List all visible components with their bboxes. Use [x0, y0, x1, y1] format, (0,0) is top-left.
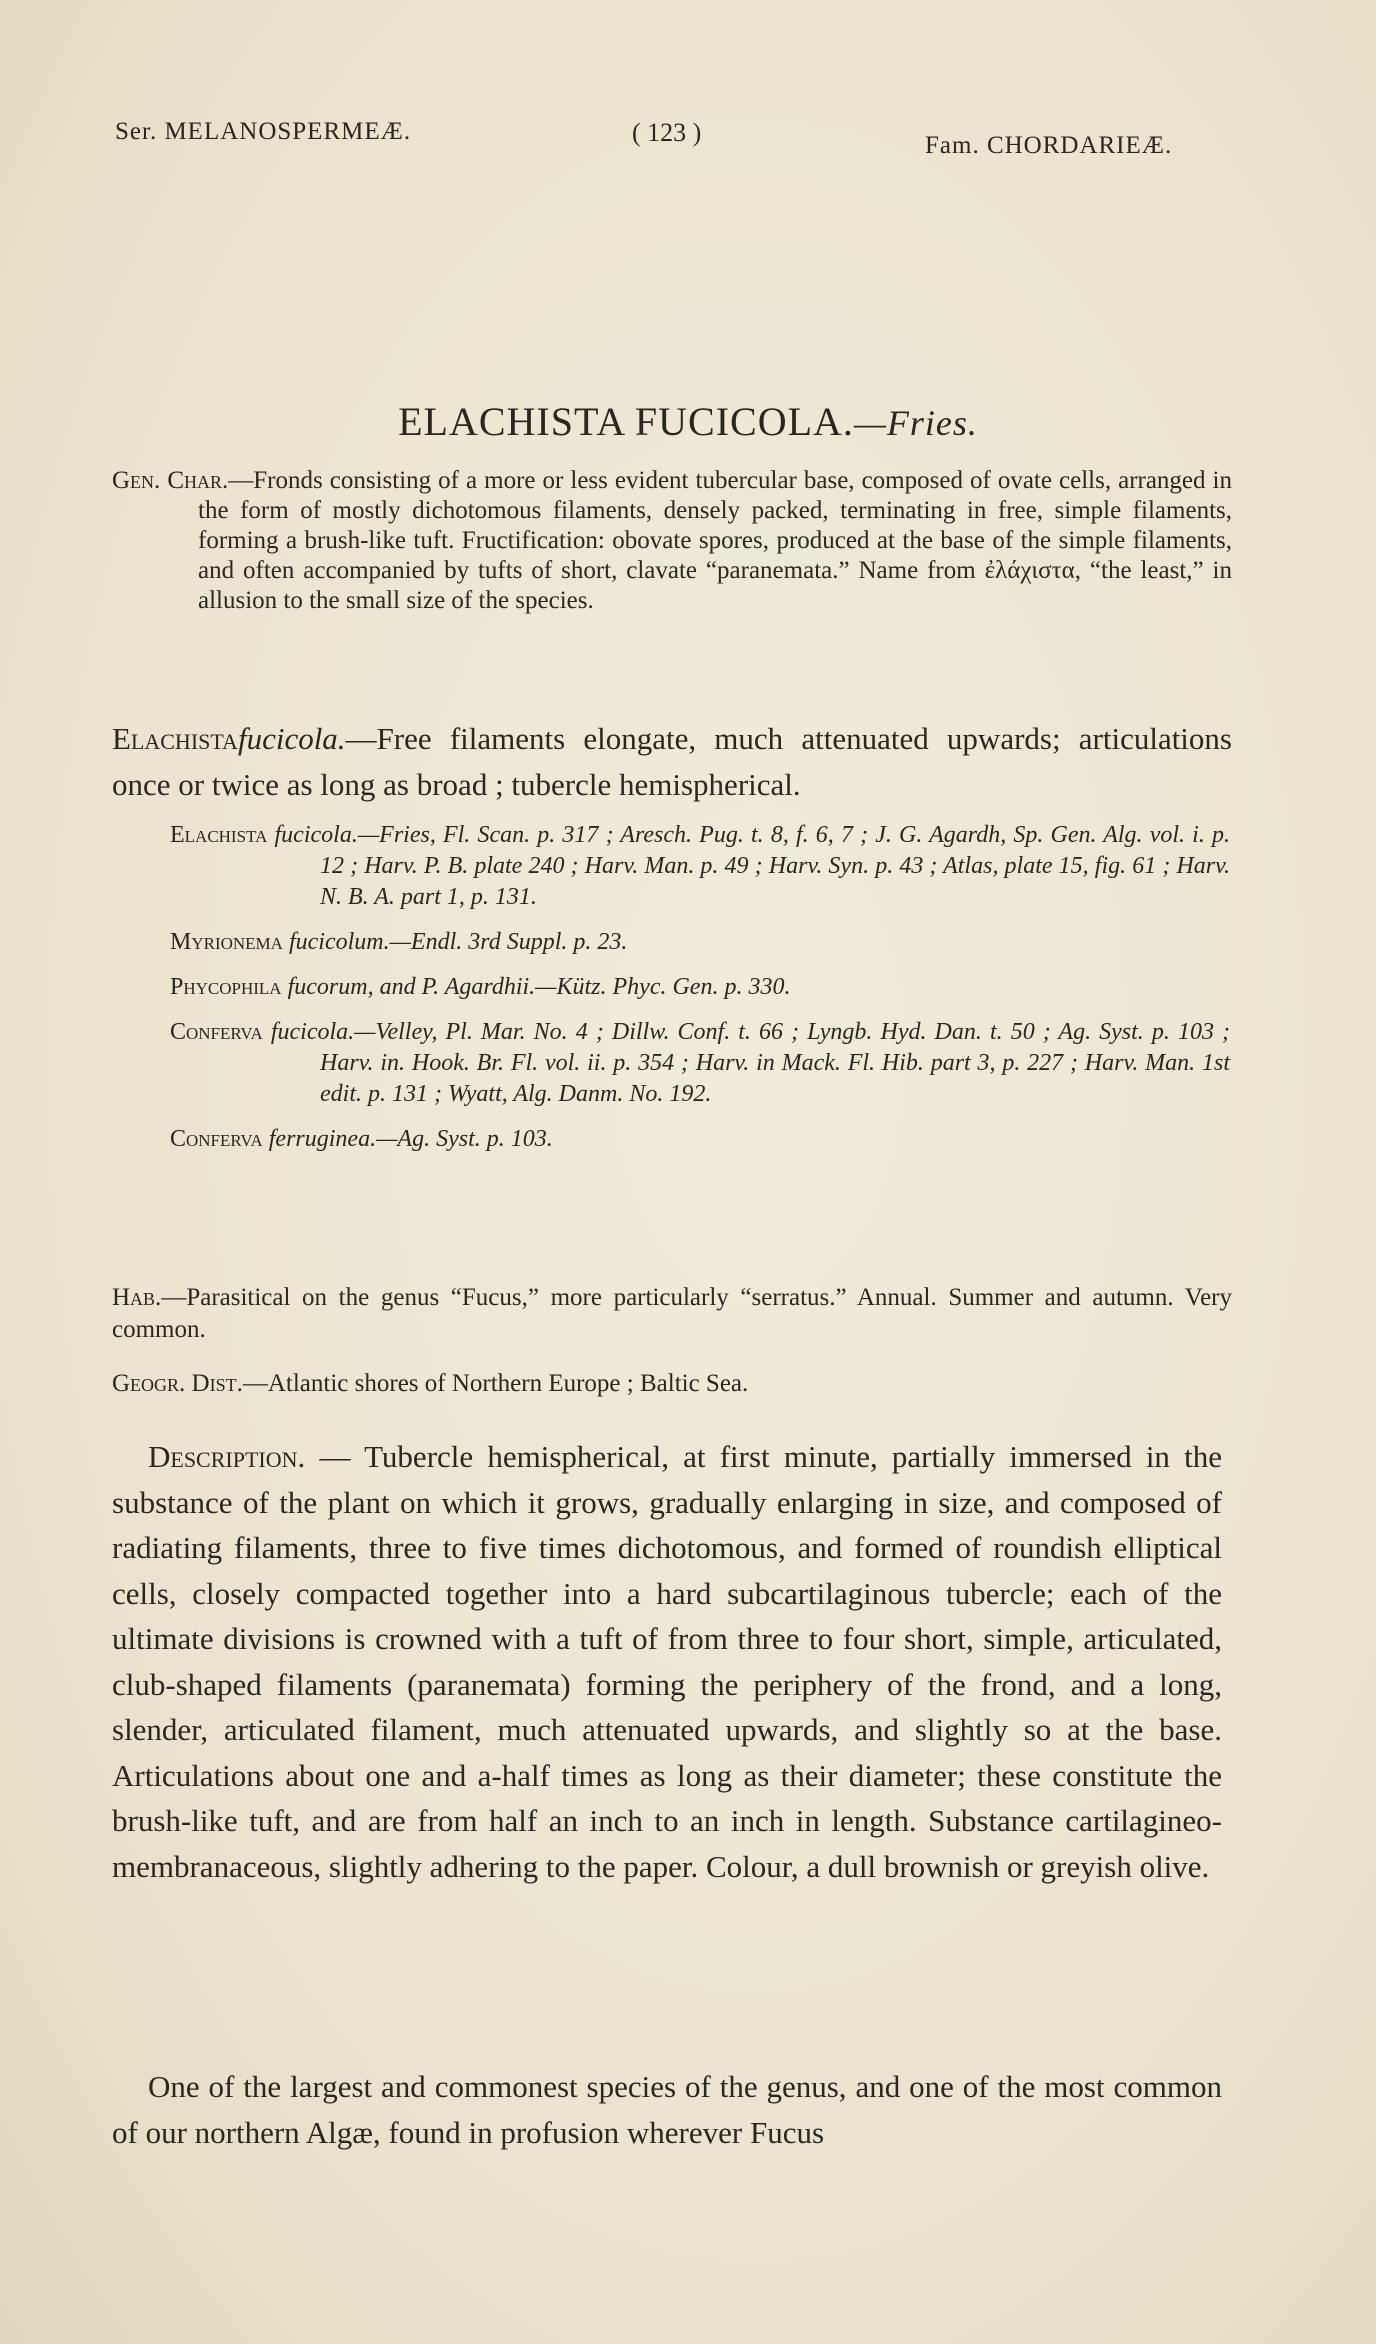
description-paragraph [112, 1434, 1222, 1889]
synonym-citation: fucicolum.—Endl. 3rd Suppl. p. 23. [288, 929, 628, 955]
synonym-entry [170, 820, 1230, 913]
description-text: — Tubercle hemispherical, at first minute, partially immersed in the substance of the plant on which it grows, gradually enlarging in size, and composed of radiating filaments, three to five times dichotomous, and formed of roundish elliptical cells, closely compacted together into a hard subcartilaginous tubercle; each of the ultimate divisions is crowned with a tuft of from three to four short, simple, articulated, club-shaped filaments (paranemata) forming the periphery of the frond, and a long, slender, articulated filament, much attenuated upwards, and slightly so at the base. Articulations about one and a-half times as long as their diameter; these constitute the brush-like tuft, and are from half an inch to an inch in length. Substance cartilagineo-membranaceous, slightly adhering to the paper. Colour, a dull brownish or greyish olive. [112, 1439, 1222, 1884]
diagnosis-text: —Free filaments elongate, much attenuated upwards; articulations once or twice as long as broad ; tubercle hemispherical. [112, 721, 1232, 802]
synonym-genus: Elachista [170, 822, 268, 848]
diagnosis-genus: Elachista [112, 721, 238, 756]
closing-text: One of the largest and commonest species of the genus, and one of the most common of our northern Algæ, found in profusion wherever Fucus [112, 2069, 1222, 2150]
synonym-citation: ferruginea.—Ag. Syst. p. 103. [268, 1126, 553, 1152]
species-title-authority: —Fries. [853, 403, 978, 443]
habitat-paragraph [112, 1282, 1232, 1346]
species-title-name: ELACHISTA FUCICOLA. [398, 399, 854, 444]
habitat-text: —Parasitical on the genus “Fucus,” more particularly “serratus.” Annual. Summer and autumn. Very common. [112, 1284, 1232, 1343]
geographic-label: Geogr. Dist. [112, 1370, 243, 1397]
synonym-entry [170, 1017, 1230, 1110]
series-heading: Ser. MELANOSPERMEÆ. [115, 118, 412, 145]
synonym-entry [170, 927, 1230, 958]
geographic-distribution [112, 1368, 1232, 1400]
synonym-entry [170, 1124, 1230, 1155]
synonymy-list [170, 820, 1230, 1169]
synonym-citation: fucorum, and P. Agardhii.—Kütz. Phyc. Gen. p. 330. [287, 974, 791, 1000]
description-label: Description. [148, 1439, 306, 1474]
habitat-label: Hab. [112, 1284, 162, 1311]
geographic-text: —Atlantic shores of Northern Europe ; Baltic Sea. [242, 1370, 749, 1397]
generic-character-text: —Fronds consisting of a more or less evident tubercular base, composed of ovate cells, arranged in the form of mostly dichotomous filaments, densely packed, terminating in free, simple filaments, forming a brush-like tuft. Fructification: obovate spores, produced at the base of the simple filaments, and often accompanied by tufts of short, clavate “paranemata.” Name from ἐλάχιστα, “the least,” in allusion to the small size of the species. [198, 467, 1233, 614]
generic-character [112, 466, 1232, 616]
species-diagnosis [112, 716, 1232, 808]
synonym-genus: Conferva [170, 1126, 263, 1152]
generic-character-label: Gen. Char. [112, 467, 229, 494]
synonym-citation: fucicola.—Velley, Pl. Mar. No. 4 ; Dillw. Conf. t. 66 ; Lyngb. Hyd. Dan. t. 50 ; Ag. Syst. p. 103 ; Harv. in. Hook. Br. Fl. vol. ii. p. 354 ; Harv. in Mack. Fl. Hib. part 3, p. 227 ; Harv. Man. 1st edit. p. 131 ; Wyatt, Alg. Danm. No. 192. [270, 1019, 1231, 1107]
synonym-genus: Myrionema [170, 929, 283, 955]
diagnosis-species: fucicola. [237, 721, 346, 756]
page-number: ( 123 ) [632, 118, 702, 147]
synonym-genus: Phycophila [170, 974, 282, 1000]
synonym-genus: Conferva [170, 1019, 263, 1045]
synonym-citation: fucicola.—Fries, Fl. Scan. p. 317 ; Aresch. Pug. t. 8, f. 6, 7 ; J. G. Agardh, Sp. Gen. Alg. vol. i. p. 12 ; Harv. P. B. plate 240 ; Harv. Man. p. 49 ; Harv. Syn. p. 43 ; Atlas, plate 15, fig. 61 ; Harv. N. B. A. part 1, p. 131. [274, 822, 1230, 910]
family-heading: Fam. CHORDARIEÆ. [925, 132, 1173, 159]
species-title [0, 398, 1376, 445]
synonym-entry [170, 972, 1230, 1003]
running-head [0, 118, 1376, 158]
closing-paragraph [112, 2064, 1222, 2155]
